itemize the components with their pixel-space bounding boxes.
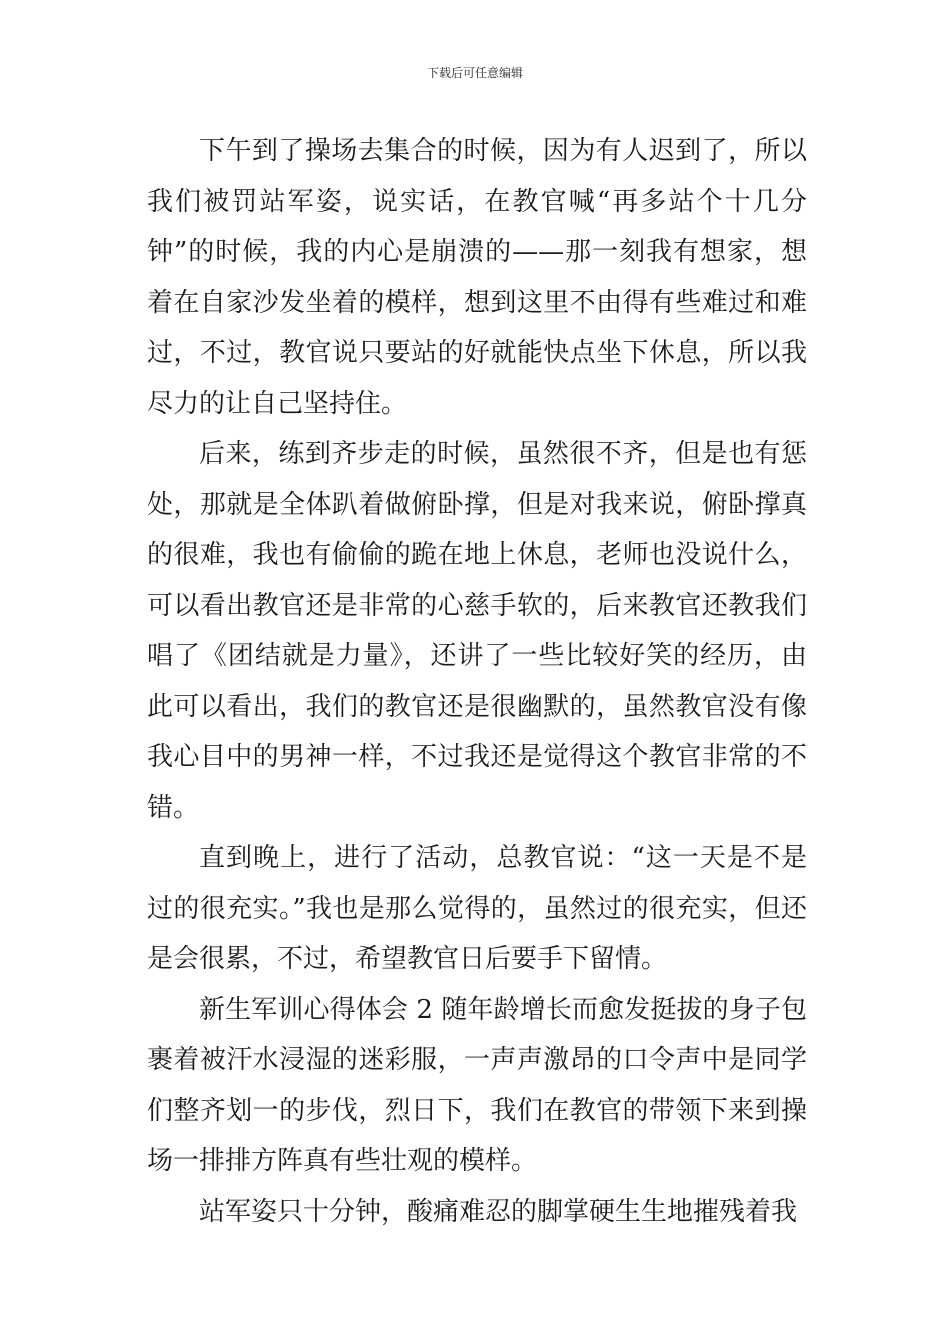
paragraph-5: 站军姿只十分钟，酸痛难忍的脚掌硬生生地摧残着我 bbox=[199, 1196, 798, 1227]
page-header: 下载后可任意编辑 bbox=[426, 66, 523, 80]
document-body bbox=[147, 126, 807, 1237]
paragraph-1: 下午到了操场去集合的时候，因为有人迟到了，所以我们被罚站军姿，说实话，在教官喊“再多站个十几分钟”的时候，我的内心是崩溃的——那一刻我有想家，想着在自家沙发坐着的模样，想到这里不由得有些难过和难过，不过，教官说只要站的好就能快点坐下休息，所以我尽力的让自己坚持住。 bbox=[147, 136, 807, 419]
paragraph-3: 直到晚上，进行了活动，总教官说：“这一天是不是过的很充实。”我也是那么觉得的，虽然过的很充实，但还是会很累，不过，希望教官日后要手下留情。 bbox=[147, 843, 807, 974]
paragraph-4: 新生军训心得体会 2 随年龄增长而愈发挺拔的身子包裹着被汗水浸湿的迷彩服，一声声激昂的口令声中是同学们整齐划一的步伐，烈日下，我们在教官的带领下来到操场一排排方阵真有些壮观的模样。 bbox=[147, 994, 807, 1176]
paragraph-2: 后来，练到齐步走的时候，虽然很不齐，但是也有惩处，那就是全体趴着做俯卧撑，但是对我来说，俯卧撑真的很难，我也有偷偷的跪在地上休息，老师也没说什么，可以看出教官还是非常的心慈手软的，后来教官还教我们唱了《团结就是力量》，还讲了一些比较好笑的经历，由此可以看出，我们的教官还是很幽默的，虽然教官没有像我心目中的男神一样，不过我还是觉得这个教官非常的不错。 bbox=[147, 439, 807, 823]
